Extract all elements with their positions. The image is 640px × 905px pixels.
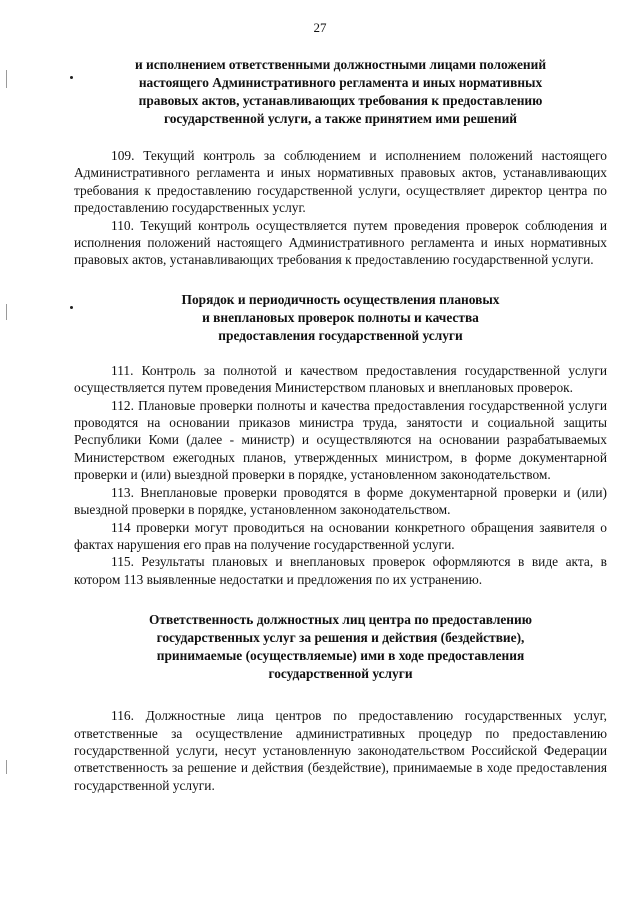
paragraph-111: 111. Контроль за полнотой и качеством предоставления государственной услуги осуществляется путем проведения Министерством плановых и внеплановых проверок. <box>74 362 607 396</box>
heading-line: принимаемые (осуществляемые) ими в ходе предоставления <box>156 648 525 664</box>
heading-line: государственной услуги <box>268 666 413 682</box>
margin-scan-mark-bottom <box>6 760 7 774</box>
heading-line: Порядок и периодичность осуществления плановых <box>181 291 500 307</box>
paragraph-109: 109. Текущий контроль за соблюдением и исполнением положений настоящего Административного регламента и иных нормативных правовых актов, устанавливающих требования к предоставлению государственной услуги, осуществляет директор центра по предоставлению государственных услуг. <box>74 148 607 216</box>
heading-line: правовых актов, устанавливающих требования к предоставлению <box>138 93 543 108</box>
margin-scan-mark-middle <box>6 304 7 320</box>
heading-line: предоставления государственной услуги <box>218 327 463 343</box>
scan-dot-top <box>70 76 73 79</box>
heading-line: государственных услуг за решения и действия (бездействие), <box>156 630 525 646</box>
document-body <box>74 56 607 794</box>
heading-line: и исполнением ответственными должностными лицами положений <box>134 57 547 72</box>
paragraph-115: 115. Результаты плановых и внеплановых проверок оформляются в виде акта, в котором 113 выявленные недостатки и предложения по их устранению. <box>74 554 607 587</box>
heading-line: Ответственность должностных лиц центра по предоставлению <box>149 612 532 628</box>
paragraph-112: 112. Плановые проверки полноты и качества предоставления государственной услуги проводятся на основании приказов министра труда, занятости и социальной защиты Республики Коми (далее - министр) и осуществляются на основании разрабатываемых Министерством ежегодных планов, утвержденных министром, в форме документарной проверки и (или) выездной проверки в порядке, установленном законодательством. <box>74 397 607 483</box>
heading-line: государственной услуги, а также принятием ими решений <box>163 111 518 126</box>
section-heading-inspections <box>74 291 607 345</box>
paragraph-110: 110. Текущий контроль осуществляется путем проведения проверок соблюдения и исполнения положений настоящего Административного регламента и иных нормативных правовых актов, устанавливающих требования к предоставлению государственной услуги. <box>74 217 607 268</box>
heading-line: и внеплановых проверок полноты и качества <box>202 309 479 325</box>
scan-dot-middle <box>70 306 73 309</box>
section-heading-control <box>74 56 607 128</box>
section-heading-responsibility <box>74 611 607 683</box>
page-number: 27 <box>313 20 327 35</box>
paragraph-113: 113. Внеплановые проверки проводятся в форме документарной проверки и (или) выездной проверки в порядке, установленном законодательством. <box>74 484 607 518</box>
margin-scan-mark-top <box>6 70 7 88</box>
paragraph-116: 116. Должностные лица центров по предоставлению государственных услуг, ответственные за осуществление административных процедур по предоставлению государственной услуги, несут установленную законодательством Российской Федерации ответственность за решение и действия (бездействие), принимаемые в ходе предоставления государственной услуги. <box>74 708 607 793</box>
heading-line: настоящего Административного регламента и иных нормативных <box>138 75 543 90</box>
paragraph-114: 114 проверки могут проводиться на основании конкретного обращения заявителя о фактах нарушения его прав на получение государственной услуги. <box>74 519 607 552</box>
